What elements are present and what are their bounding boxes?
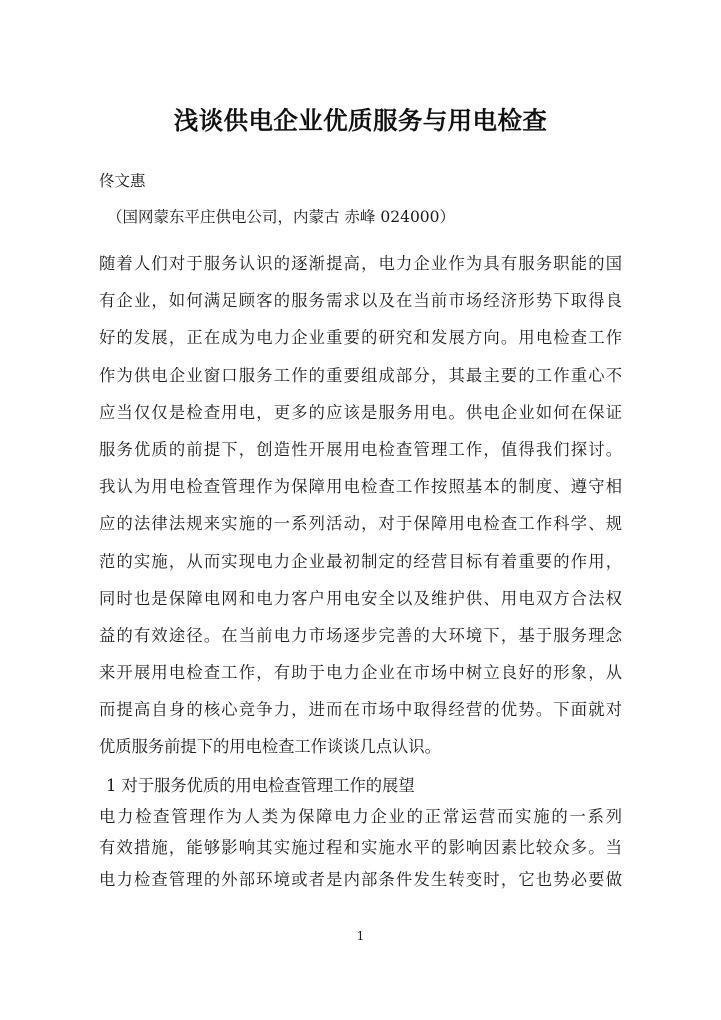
paragraph-line: 电力检查管理作为人类为保障电力企业的正常运营而实施的一系列 [99,807,622,827]
paragraph-line: 有效措施，能够影响其实施过程和实施水平的影响因素比较众多。当 [99,838,622,858]
paragraph-line: 我认为用电检查管理作为保障用电检查工作按照基本的制度、遵守相 [99,477,622,497]
paragraph-line: 作为供电企业窗口服务工作的重要组成部分，其最主要的工作重心不 [99,365,622,385]
page-number: 1 [356,929,365,943]
abstract-paragraph [99,245,622,766]
paragraph-line: 益的有效途径。在当前电力市场逐步完善的大环境下，基于服务理念 [99,625,622,645]
paragraph-line: 服务优质的前提下，创造性开展用电检查管理工作，值得我们探讨。 [99,439,622,459]
paragraph-line: 有企业，如何满足顾客的服务需求以及在当前市场经济形势下取得良 [99,291,622,311]
page-title: 浅谈供电企业优质服务与用电检查 [173,106,548,136]
section-one-heading: 1 对于服务优质的用电检查管理工作的展望 [106,776,415,795]
paragraph-line: 电力检查管理的外部环境或者是内部条件发生转变时，它也势必要做 [99,869,622,889]
paragraph-line: 同时也是保障电网和电力客户用电安全以及维护供、用电双方合法权 [99,588,622,608]
section-one [99,770,622,895]
paragraph-line: 优质服务前提下的用电检查工作谈谈几点认识。 [99,737,441,757]
paragraph-line: 应当仅仅是检查用电，更多的应该是服务用电。供电企业如何在保证 [99,402,622,422]
author-affiliation: （国网蒙东平庄供电公司，内蒙古 赤峰 024000） [107,208,456,226]
paragraph-line: 好的发展，正在成为电力企业重要的研究和发展方向。用电检查工作 [99,328,622,348]
paragraph-line: 而提高自身的核心竞争力，进而在市场中取得经营的优势。下面就对 [99,700,622,720]
author-name: 佟文惠 [99,172,146,190]
paragraph-line: 随着人们对于服务认识的逐渐提高，电力企业作为具有服务职能的国 [99,254,622,273]
paragraph-line: 来开展用电检查工作，有助于电力企业在市场中树立良好的形象，从 [99,663,622,683]
paragraph-line: 范的实施，从而实现电力企业最初制定的经营目标有着重要的作用， [99,551,622,571]
paragraph-line: 应的法律法规来实施的一系列活动，对于保障用电检查工作科学、规 [99,514,622,534]
